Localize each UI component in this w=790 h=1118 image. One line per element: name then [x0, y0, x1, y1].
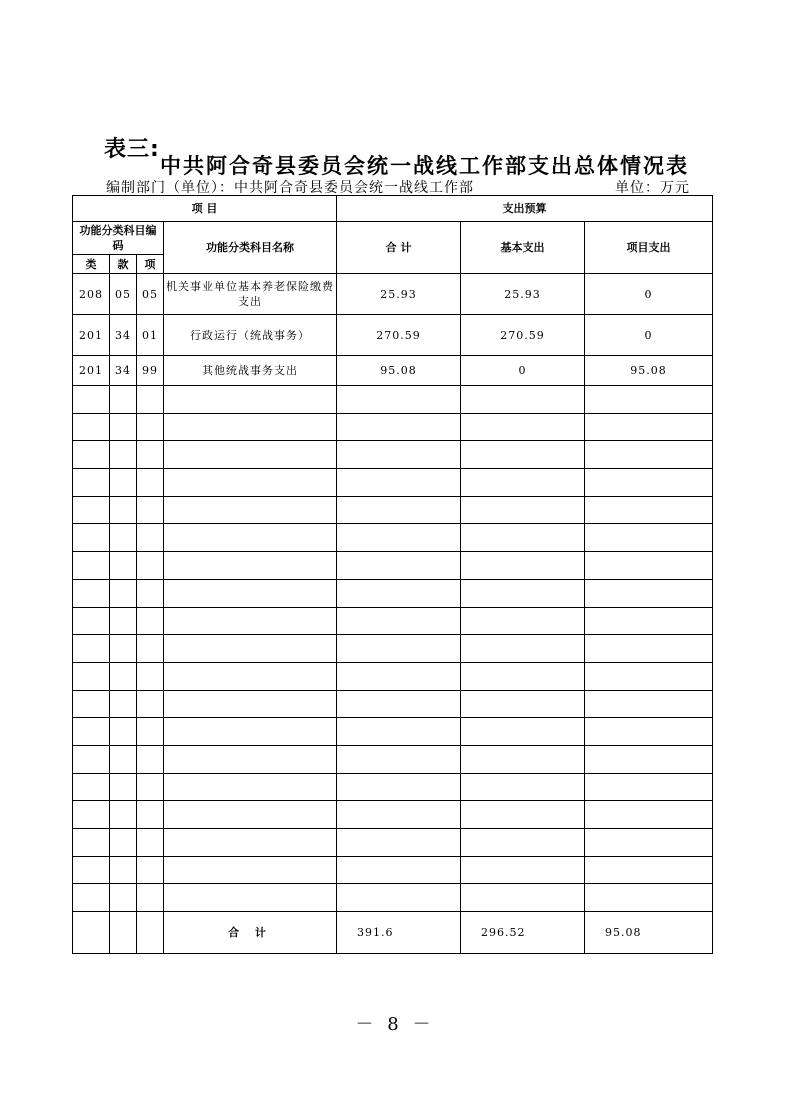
cell-basic: 270.59 [461, 315, 585, 356]
table-row [73, 356, 713, 386]
empty-cell [164, 635, 337, 663]
empty-cell [461, 386, 585, 414]
empty-row [73, 690, 713, 718]
empty-cell [164, 856, 337, 884]
cell-kuan: 05 [110, 274, 137, 315]
empty-cell [585, 386, 713, 414]
page-number: － 8 － [355, 1014, 435, 1035]
empty-cell [73, 801, 110, 829]
empty-cell [137, 718, 164, 746]
empty-cell [585, 607, 713, 635]
header-basic: 基本支出 [461, 222, 585, 274]
total-basic: 296.52 [461, 912, 585, 954]
empty-cell [110, 690, 137, 718]
cell-kuan: 34 [110, 356, 137, 386]
empty-row [73, 607, 713, 635]
empty-cell [137, 552, 164, 580]
empty-cell [110, 607, 137, 635]
empty-row [73, 496, 713, 524]
empty-cell [164, 552, 337, 580]
cell-xiang-empty [137, 912, 164, 954]
empty-cell [110, 386, 137, 414]
empty-cell [337, 496, 461, 524]
empty-cell [585, 745, 713, 773]
empty-cell [164, 469, 337, 497]
cell-xiang: 01 [137, 315, 164, 356]
empty-cell [337, 607, 461, 635]
empty-cell [110, 829, 137, 857]
empty-cell [137, 801, 164, 829]
empty-cell [110, 496, 137, 524]
empty-cell [164, 773, 337, 801]
header-total: 合 计 [337, 222, 461, 274]
cell-total: 95.08 [337, 356, 461, 386]
empty-cell [461, 579, 585, 607]
empty-cell [585, 856, 713, 884]
empty-cell [585, 690, 713, 718]
empty-cell [164, 386, 337, 414]
total-row [73, 912, 713, 954]
empty-cell [73, 829, 110, 857]
empty-cell [585, 552, 713, 580]
empty-cell [164, 496, 337, 524]
empty-cell [73, 496, 110, 524]
header-project: 项目支出 [585, 222, 713, 274]
empty-cell [461, 801, 585, 829]
empty-cell [337, 829, 461, 857]
empty-cell [137, 579, 164, 607]
header-item: 项 目 [73, 196, 337, 222]
empty-cell [110, 773, 137, 801]
empty-cell [337, 801, 461, 829]
cell-lei: 201 [73, 315, 110, 356]
empty-cell [337, 579, 461, 607]
empty-cell [110, 413, 137, 441]
empty-cell [110, 745, 137, 773]
empty-cell [110, 469, 137, 497]
cell-lei: 201 [73, 356, 110, 386]
empty-row [73, 579, 713, 607]
empty-cell [137, 441, 164, 469]
empty-cell [585, 635, 713, 663]
empty-row [73, 441, 713, 469]
empty-cell [110, 884, 137, 912]
empty-cell [73, 635, 110, 663]
empty-cell [73, 469, 110, 497]
empty-row [73, 773, 713, 801]
cell-lei: 208 [73, 274, 110, 315]
empty-cell [164, 607, 337, 635]
cell-name: 其他统战事务支出 [164, 356, 337, 386]
empty-cell [461, 718, 585, 746]
empty-row [73, 718, 713, 746]
total-project: 95.08 [585, 912, 713, 954]
empty-row [73, 801, 713, 829]
empty-cell [585, 524, 713, 552]
page-title: 中共阿合奇县委员会统一战线工作部支出总体情况表 [160, 154, 689, 178]
empty-cell [164, 745, 337, 773]
unit-label: 单位：万元 [615, 180, 690, 196]
empty-cell [73, 662, 110, 690]
empty-cell [137, 635, 164, 663]
empty-cell [585, 773, 713, 801]
empty-cell [585, 829, 713, 857]
empty-cell [337, 690, 461, 718]
empty-cell [585, 496, 713, 524]
empty-cell [585, 413, 713, 441]
empty-cell [110, 441, 137, 469]
empty-cell [461, 745, 585, 773]
cell-total: 25.93 [337, 274, 461, 315]
empty-cell [137, 745, 164, 773]
empty-cell [137, 690, 164, 718]
cell-project: 0 [585, 274, 713, 315]
empty-row [73, 884, 713, 912]
empty-cell [164, 413, 337, 441]
header-kuan: 款 [110, 255, 137, 274]
empty-cell [337, 552, 461, 580]
empty-cell [337, 635, 461, 663]
empty-cell [164, 718, 337, 746]
empty-cell [137, 856, 164, 884]
empty-cell [110, 635, 137, 663]
cell-total: 270.59 [337, 315, 461, 356]
empty-cell [585, 801, 713, 829]
empty-cell [73, 718, 110, 746]
empty-cell [337, 662, 461, 690]
empty-cell [585, 441, 713, 469]
empty-cell [585, 579, 713, 607]
empty-cell [164, 884, 337, 912]
empty-cell [337, 441, 461, 469]
cell-kuan-empty [110, 912, 137, 954]
header-lei: 类 [73, 255, 110, 274]
empty-cell [461, 690, 585, 718]
empty-cell [110, 662, 137, 690]
empty-cell [137, 496, 164, 524]
empty-cell [337, 413, 461, 441]
empty-row [73, 469, 713, 497]
empty-row [73, 745, 713, 773]
empty-row [73, 635, 713, 663]
empty-cell [137, 524, 164, 552]
empty-rows [73, 386, 713, 912]
empty-cell [137, 413, 164, 441]
empty-cell [73, 856, 110, 884]
cell-name: 行政运行（统战事务） [164, 315, 337, 356]
empty-cell [461, 662, 585, 690]
empty-cell [137, 884, 164, 912]
empty-cell [73, 552, 110, 580]
empty-cell [461, 884, 585, 912]
empty-cell [137, 607, 164, 635]
empty-cell [164, 662, 337, 690]
empty-cell [337, 884, 461, 912]
empty-cell [73, 441, 110, 469]
cell-project: 0 [585, 315, 713, 356]
empty-cell [461, 413, 585, 441]
cell-name: 机关事业单位基本养老保险缴费支出 [164, 274, 337, 315]
cell-project: 95.08 [585, 356, 713, 386]
header-budget: 支出预算 [337, 196, 713, 222]
empty-cell [73, 745, 110, 773]
empty-cell [110, 579, 137, 607]
empty-cell [337, 718, 461, 746]
empty-cell [461, 607, 585, 635]
empty-cell [585, 469, 713, 497]
cell-basic: 25.93 [461, 274, 585, 315]
empty-cell [585, 884, 713, 912]
empty-cell [73, 386, 110, 414]
empty-row [73, 413, 713, 441]
empty-cell [73, 773, 110, 801]
empty-cell [137, 386, 164, 414]
empty-cell [461, 496, 585, 524]
empty-cell [337, 469, 461, 497]
empty-cell [461, 773, 585, 801]
empty-cell [110, 801, 137, 829]
empty-cell [164, 829, 337, 857]
empty-row [73, 662, 713, 690]
empty-cell [461, 829, 585, 857]
cell-basic: 0 [461, 356, 585, 386]
empty-row [73, 524, 713, 552]
empty-row [73, 829, 713, 857]
empty-cell [585, 718, 713, 746]
empty-cell [137, 469, 164, 497]
empty-cell [461, 469, 585, 497]
empty-cell [73, 690, 110, 718]
empty-cell [110, 524, 137, 552]
empty-cell [73, 607, 110, 635]
total-sum: 391.6 [337, 912, 461, 954]
cell-kuan: 34 [110, 315, 137, 356]
empty-cell [73, 524, 110, 552]
empty-cell [110, 856, 137, 884]
empty-row [73, 552, 713, 580]
department-label: 编制部门（单位）：中共阿合奇县委员会统一战线工作部 [106, 180, 474, 196]
table-label: 表三: [104, 137, 160, 162]
cell-lei-empty [73, 912, 110, 954]
empty-cell [73, 413, 110, 441]
empty-cell [164, 441, 337, 469]
total-label: 合 计 [164, 912, 337, 954]
empty-cell [164, 524, 337, 552]
empty-cell [461, 524, 585, 552]
empty-cell [337, 386, 461, 414]
table-row [73, 315, 713, 356]
empty-cell [461, 552, 585, 580]
empty-row [73, 386, 713, 414]
empty-cell [164, 579, 337, 607]
cell-xiang: 99 [137, 356, 164, 386]
empty-cell [461, 635, 585, 663]
empty-cell [137, 662, 164, 690]
empty-cell [110, 718, 137, 746]
empty-cell [461, 441, 585, 469]
empty-cell [164, 690, 337, 718]
empty-cell [137, 829, 164, 857]
empty-cell [73, 884, 110, 912]
expenditure-table [72, 195, 713, 954]
empty-cell [110, 552, 137, 580]
empty-cell [337, 524, 461, 552]
empty-row [73, 856, 713, 884]
empty-cell [585, 662, 713, 690]
header-xiang: 项 [137, 255, 164, 274]
header-name: 功能分类科目名称 [164, 222, 337, 274]
empty-cell [337, 856, 461, 884]
empty-cell [337, 745, 461, 773]
empty-cell [337, 773, 461, 801]
cell-xiang: 05 [137, 274, 164, 315]
empty-cell [461, 856, 585, 884]
header-code: 功能分类科目编码 [73, 222, 164, 255]
empty-cell [73, 579, 110, 607]
empty-cell [164, 801, 337, 829]
empty-cell [137, 773, 164, 801]
table-row [73, 274, 713, 315]
